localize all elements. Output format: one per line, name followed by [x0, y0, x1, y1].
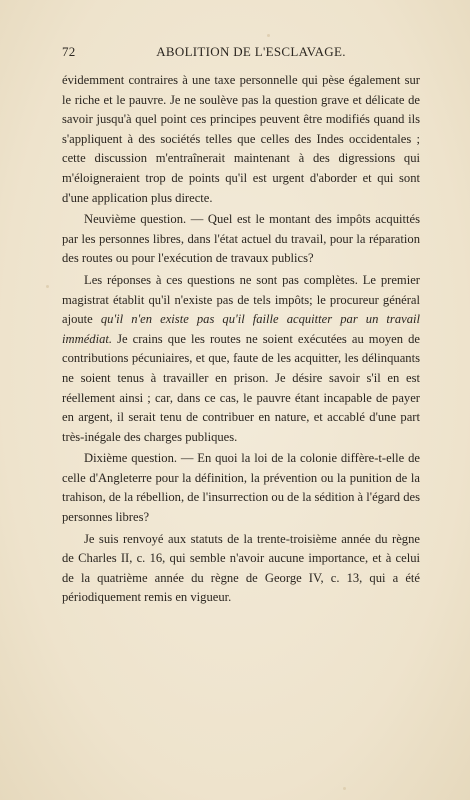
body-text: [62, 71, 420, 608]
answer-text-end: Je crains que les routes ne soient exécutées au moyen de contributions pécuniaires, et que, faute de les acquitter, les délinquants ne soient tenus à travailler en prison. Je désire savoir s'il en est réellement ainsi ; car, dans ce cas, le pauvre étant incapable de payer en argent, il serait tenu de contribuer en nature, et accablé d'une part très-inégale des charges publiques.: [62, 331, 420, 444]
paper-spot: [343, 787, 346, 790]
paragraph-question-nine: Neuvième question. — Quel est le montant des impôts acquittés par les personnes libres, dans l'état actuel du travail, pour la réparation des routes ou pour l'exécution de travaux publics?: [62, 212, 420, 266]
paragraph-answer-nine: [62, 271, 420, 447]
paragraph-continuation: évidemment contraires à une taxe personnelle qui pèse également sur le riche et le pauvre. Je ne soulève pas la question grave et délicate de savoir jusqu'à quel point ces principes peuvent être modifiés quand ils s'appliquent à des sociétés telles que celles des Indes occidentales ; cette discussion m'entraînerait maintenant à des digressions qui m'éloigneraient trop de points qu'il est urgent d'aborder et qui sont d'une application plus directe.: [62, 73, 420, 205]
running-title: ABOLITION DE L'ESCLAVAGE.: [156, 44, 346, 59]
italic-quote: qu'il n'en existe pas qu'il faille acquitter par un travail immédiat.: [62, 312, 421, 346]
paper-spot: [267, 34, 270, 37]
paragraph-question-ten: Dixième question. — En quoi la loi de la colonie diffère-t-elle de celle d'Angleterre pour la définition, la prévention ou la punition de la trahison, de la rébellion, de l'insurrection ou de la sédition à l'égard des personnes libres?: [62, 451, 420, 525]
paper-spot: [46, 285, 49, 288]
page-number: 72: [62, 44, 76, 59]
answer-text-start: Les réponses à ces questions ne sont pas complètes. Le premier magistrat établit qu'il n'existe pas de tels impôts; le procureur général ajoute: [62, 272, 420, 327]
paragraph-answer-ten: Je suis renvoyé aux statuts de la trente-troisième année du règne de Charles II, c. 16, qui semble n'avoir aucune importance, et à celui de la quatrième année du règne de George IV, c. 13, qui a été périodiquement remis en vigueur.: [62, 531, 420, 605]
page-header: [62, 44, 420, 62]
